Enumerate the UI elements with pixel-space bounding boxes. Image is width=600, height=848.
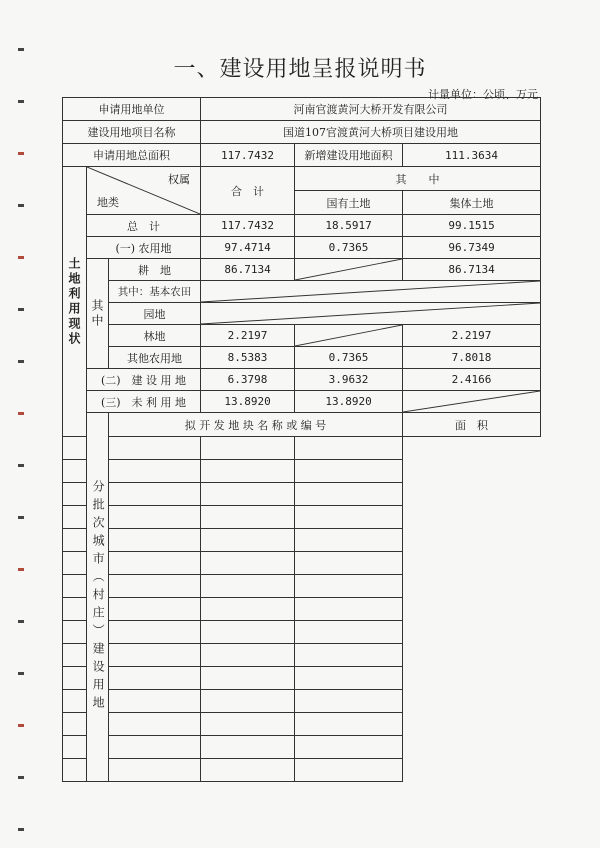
batch-cell [63,552,201,575]
row-forest-collective: 2.2197 [403,325,541,347]
batch-cell [63,437,201,460]
row-other-farm-state: 0.7365 [295,347,403,369]
row-forest-label: 林地 [109,325,201,347]
batch-row [63,506,541,529]
batch-cell [201,759,295,782]
batch-row [63,483,541,506]
batch-row [63,552,541,575]
qizhong-vertical: 其中 [87,259,109,369]
row-total-collective: 99.1515 [403,215,541,237]
batch-cell [295,621,403,644]
batch-cell [63,529,201,552]
batch-cell [63,598,201,621]
batch-cell [201,621,295,644]
batch-row [63,575,541,598]
batch-cell [295,759,403,782]
applicant-value: 河南官渡黄河大桥开发有限公司 [201,98,541,121]
batch-row [63,598,541,621]
batch-cell [63,644,201,667]
batch-cell [201,598,295,621]
total-header: 合 计 [201,167,295,215]
land-use-table [62,97,541,782]
row-construction-label: (二) 建 设 用 地 [87,369,201,391]
batch-col-block: 拟 开 发 地 块 名 称 或 编 号 [109,413,403,437]
row-basic-strike [201,281,541,303]
batch-row [63,644,541,667]
batch-cell [295,506,403,529]
batch-cell [295,690,403,713]
batch-cell [295,460,403,483]
batch-cell [63,759,201,782]
batch-row [63,690,541,713]
batch-cell [295,736,403,759]
row-construction-sum: 6.3798 [201,369,295,391]
row-arable-sum: 86.7134 [201,259,295,281]
batch-cell [63,713,201,736]
batch-cell [295,713,403,736]
row-arable-state-strike [295,259,403,281]
project-value: 国道107官渡黄河大桥项目建设用地 [201,121,541,144]
batch-cell [201,552,295,575]
batch-cell [295,437,403,460]
batch-cell [295,483,403,506]
area-label: 申请用地总面积 [63,144,201,167]
corner-header [87,167,201,215]
batch-cell [201,506,295,529]
row-farm-sum: 97.4714 [201,237,295,259]
batch-cell [295,552,403,575]
batch-cell [201,529,295,552]
batch-row [63,460,541,483]
batch-cell [63,483,201,506]
batch-cell [295,529,403,552]
batch-cell [63,621,201,644]
batch-row [63,437,541,460]
batch-cell [63,575,201,598]
row-farm-state: 0.7365 [295,237,403,259]
batch-cell [295,575,403,598]
row-other-farm-sum: 8.5383 [201,347,295,369]
batch-cell [201,437,295,460]
batch-cell [201,690,295,713]
batch-cell [295,598,403,621]
batch-cell [201,483,295,506]
batch-row [63,736,541,759]
new-area-label: 新增建设用地面积 [295,144,403,167]
row-arable-label: 耕 地 [109,259,201,281]
row-total-sum: 117.7432 [201,215,295,237]
batch-cell [295,644,403,667]
batch-row [63,621,541,644]
land-type-label: 地类 [97,196,119,209]
project-label: 建设用地项目名称 [63,121,201,144]
row-construction-state: 3.9632 [295,369,403,391]
batch-cell [295,667,403,690]
page-title: 一、建设用地呈报说明书 [173,57,427,82]
row-total-state: 18.5917 [295,215,403,237]
row-construction-collective: 2.4166 [403,369,541,391]
row-arable-collective: 86.7134 [403,259,541,281]
row-farm-collective: 96.7349 [403,237,541,259]
row-garden-strike [201,303,541,325]
row-unused-sum: 13.8920 [201,391,295,413]
batch-row [63,713,541,736]
collective-header: 集体土地 [403,191,541,215]
applicant-label: 申请用地单位 [63,98,201,121]
batch-cell [201,575,295,598]
new-area-value: 111.3634 [403,144,541,167]
of-which-header: 其 中 [295,167,541,191]
batch-col-area: 面 积 [403,413,541,437]
area-value: 117.7432 [201,144,295,167]
row-forest-state-strike [295,325,403,347]
batch-cell [201,644,295,667]
batch-row [63,759,541,782]
row-unused-collective-strike [403,391,541,413]
batch-cell [63,460,201,483]
batch-row [63,667,541,690]
row-other-farm-label: 其他农用地 [109,347,201,369]
batch-cell [201,667,295,690]
unit-note: 计量单位：公顷、万元 [428,88,538,101]
row-farm-label: (一) 农用地 [87,237,201,259]
batch-cell [201,736,295,759]
row-basic-label: 其中：基本农田 [109,281,201,303]
batch-vertical-label: 分批次城市（村庄）建设用地 [87,413,109,782]
batch-cell [63,736,201,759]
batch-cell [201,460,295,483]
ownership-label: 权属 [168,173,191,186]
state-header: 国有土地 [295,191,403,215]
land-use-vertical-label: 土地利用现状 [63,167,87,437]
batch-cell [201,713,295,736]
row-forest-sum: 2.2197 [201,325,295,347]
batch-cell [63,690,201,713]
batch-cell [63,506,201,529]
row-garden-label: 园地 [109,303,201,325]
batch-row [63,529,541,552]
row-total-label: 总 计 [87,215,201,237]
row-unused-label: (三) 未 利 用 地 [87,391,201,413]
row-unused-state: 13.8920 [295,391,403,413]
row-other-farm-collective: 7.8018 [403,347,541,369]
batch-cell [63,667,201,690]
